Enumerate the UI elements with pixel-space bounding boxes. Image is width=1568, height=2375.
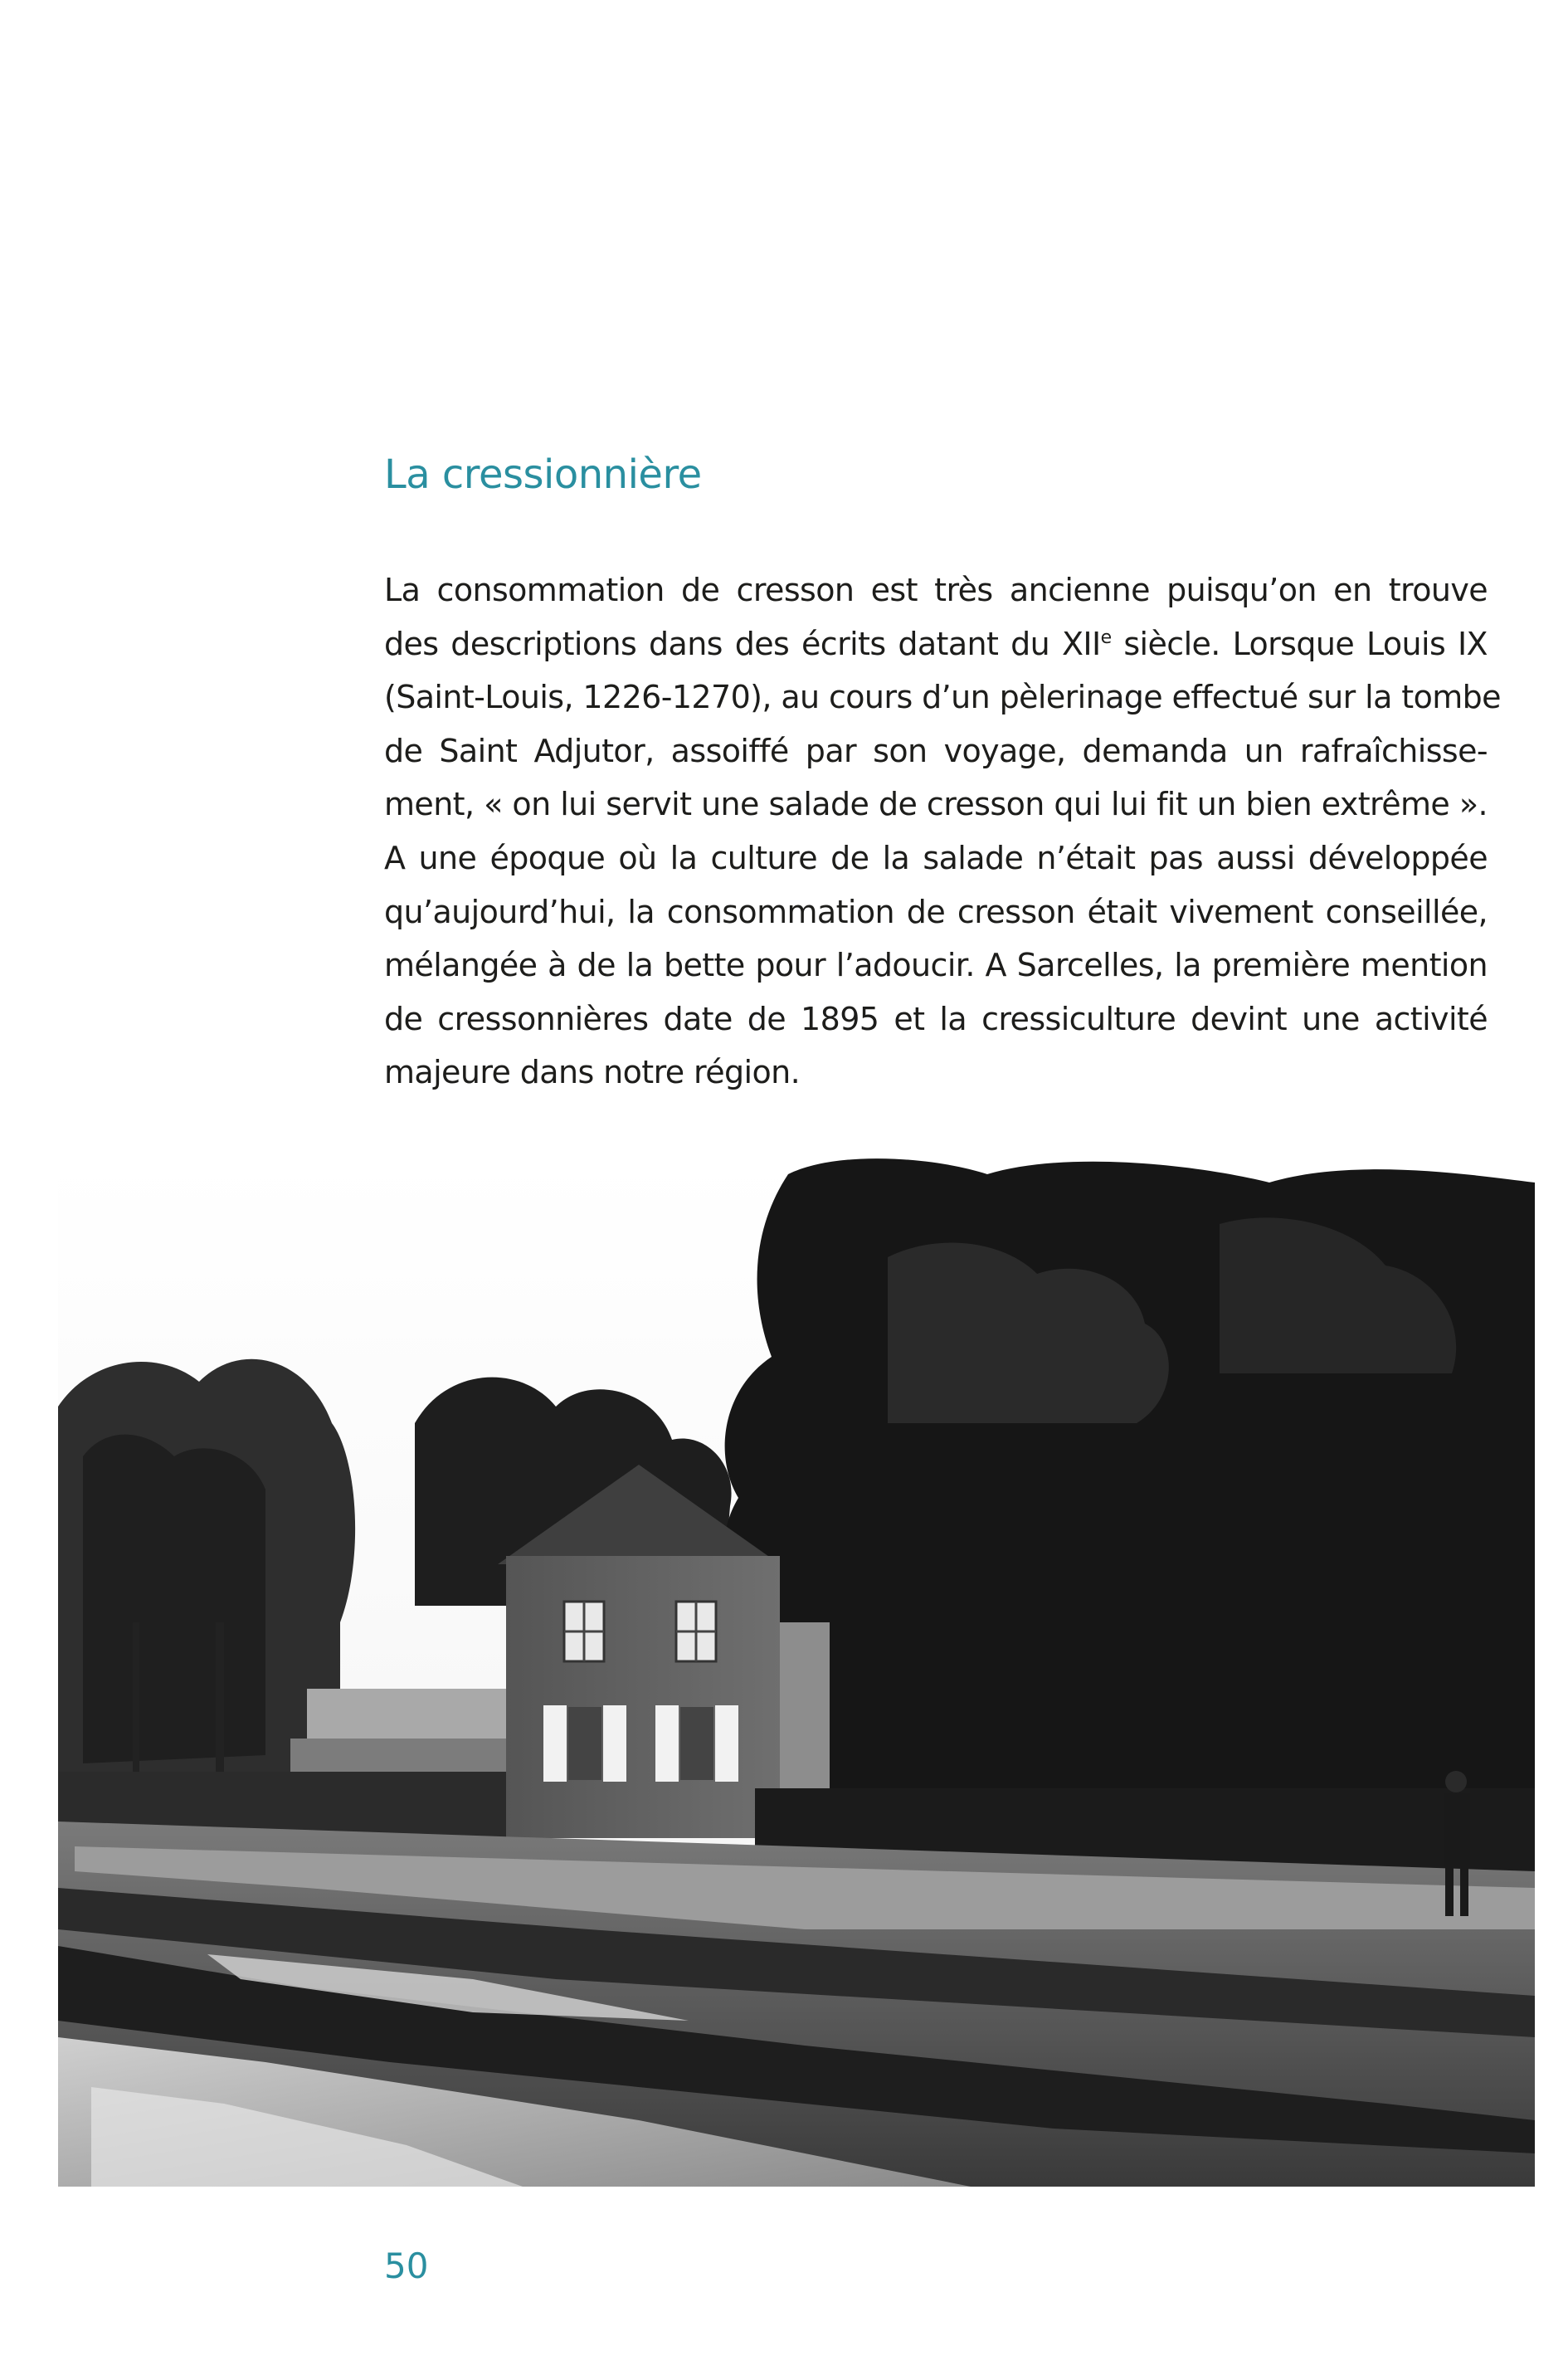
body-paragraph xyxy=(384,563,1501,1100)
body-line: La consommation de cresson est très ancienne puisqu’on en trouve xyxy=(384,572,1488,608)
body-line-part: siècle. Lorsque Louis IX xyxy=(1111,625,1488,662)
superscript: e xyxy=(1100,627,1112,648)
body-line: de cressonnières date de 1895 et la cressiculture devint une activité xyxy=(384,1000,1488,1037)
page-number: 50 xyxy=(384,2246,429,2286)
body-line: A une époque où la culture de la salade n’était pas aussi développée xyxy=(384,839,1488,876)
body-line: ment, « on lui servit une salade de cresson qui lui fit un bien extrême ». xyxy=(384,786,1488,823)
historical-photograph xyxy=(58,1158,1535,2187)
body-line: (Saint-Louis, 1226-1270), au cours d’un pèlerinage effectué sur la tombe xyxy=(384,679,1501,716)
body-line: majeure dans notre région. xyxy=(384,1054,801,1091)
body-line: qu’aujourd’hui, la consommation de cresson était vivement conseillée, xyxy=(384,893,1488,930)
body-line xyxy=(384,617,1488,671)
section-heading: La cressionnière xyxy=(384,451,702,498)
body-line: de Saint Adjutor, assoiffé par son voyage, demanda un rafraîchisse- xyxy=(384,732,1488,769)
body-line-part: des descriptions dans des écrits datant du XII xyxy=(384,625,1101,662)
body-line: mélangée à de la bette pour l’adoucir. A Sarcelles, la première mention xyxy=(384,947,1488,984)
